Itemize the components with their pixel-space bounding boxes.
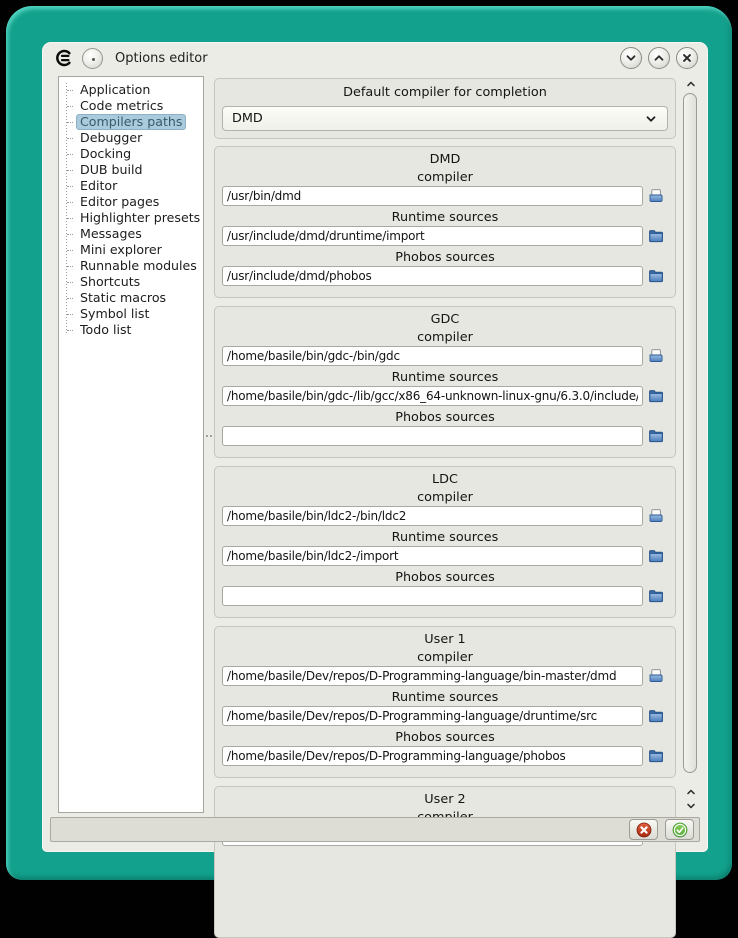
scrollbar-vertical[interactable]	[682, 76, 699, 813]
sidebar-item-docking[interactable]: Docking	[61, 146, 201, 162]
field-label: compiler	[417, 330, 473, 345]
sidebar-item-messages[interactable]: Messages	[61, 226, 201, 242]
options-editor-dialog	[42, 42, 708, 852]
sidebar-item-shortcuts[interactable]: Shortcuts	[61, 274, 201, 290]
ldc-group	[214, 466, 676, 618]
group-title: GDC	[430, 312, 460, 327]
group-title: User 2	[424, 792, 466, 807]
ldc-compiler-browse-button[interactable]	[644, 506, 668, 526]
sidebar-item-mini-explorer[interactable]: Mini explorer	[61, 242, 201, 258]
ldc-compiler-input[interactable]	[222, 506, 643, 526]
folder-icon	[647, 268, 665, 284]
scroll-up-button[interactable]	[682, 77, 699, 91]
field-label: Phobos sources	[395, 730, 495, 745]
dmd-compiler-browse-button[interactable]	[644, 186, 668, 206]
tree-stub	[67, 330, 73, 331]
field-label: Phobos sources	[395, 410, 495, 425]
window-frame	[6, 6, 732, 880]
default-compiler-group	[214, 78, 676, 139]
field-label: Runtime sources	[391, 370, 499, 385]
scroll-up-button-bottom[interactable]	[682, 785, 699, 799]
tree-stub	[67, 154, 73, 155]
folder-icon	[647, 708, 665, 724]
gdc-phobos-input[interactable]	[222, 426, 643, 446]
compilers-paths-panel	[214, 76, 676, 813]
open-file-icon	[647, 668, 665, 684]
field-label: compiler	[417, 490, 473, 505]
tree-stub	[67, 202, 73, 203]
category-tree-panel	[58, 76, 204, 813]
dmd-phobos-browse-button[interactable]	[644, 266, 668, 286]
sidebar-item-compilers-paths[interactable]: Compilers paths	[61, 114, 201, 130]
open-file-icon	[647, 508, 665, 524]
sidebar-item-runnable-modules[interactable]: Runnable modules	[61, 258, 201, 274]
tree-stub	[67, 234, 73, 235]
tree-stub	[67, 106, 73, 107]
user1-group	[214, 626, 676, 778]
group-title: LDC	[432, 472, 458, 487]
cancel-button[interactable]	[629, 819, 658, 840]
user1-compiler-browse-button[interactable]	[644, 666, 668, 686]
category-tree	[59, 77, 203, 338]
window-title: Options editor	[115, 50, 208, 66]
accept-icon	[672, 822, 688, 838]
dmd-compiler-input[interactable]	[222, 186, 643, 206]
tree-stub	[67, 138, 73, 139]
user1-compiler-input[interactable]	[222, 666, 643, 686]
user1-runtime-browse-button[interactable]	[644, 706, 668, 726]
tree-stub	[67, 170, 73, 171]
close-button[interactable]	[676, 47, 698, 69]
close-icon	[680, 51, 694, 65]
tree-stub	[67, 298, 73, 299]
unshade-button[interactable]	[648, 47, 670, 69]
ldc-phobos-browse-button[interactable]	[644, 586, 668, 606]
group-title: Default compiler for completion	[343, 85, 547, 100]
tree-stub	[67, 186, 73, 187]
chevron-down-icon	[685, 800, 697, 812]
gdc-runtime-browse-button[interactable]	[644, 386, 668, 406]
field-label: compiler	[417, 170, 473, 185]
folder-icon	[647, 228, 665, 244]
gdc-compiler-input[interactable]	[222, 346, 643, 366]
dmd-phobos-input[interactable]	[222, 266, 643, 286]
scrollbar-thumb[interactable]	[683, 93, 697, 773]
user1-phobos-browse-button[interactable]	[644, 746, 668, 766]
folder-icon	[647, 428, 665, 444]
tree-stub	[67, 250, 73, 251]
dmd-runtime-input[interactable]	[222, 226, 643, 246]
sidebar-item-dub-build[interactable]: DUB build	[61, 162, 201, 178]
sidebar-item-editor-pages[interactable]: Editor pages	[61, 194, 201, 210]
chevron-up-icon	[652, 51, 666, 65]
sidebar-item-highlighter-presets[interactable]: Highlighter presets	[61, 210, 201, 226]
default-compiler-select[interactable]	[222, 106, 668, 131]
chevron-down-icon	[624, 51, 638, 65]
scroll-down-button[interactable]	[682, 799, 699, 813]
titlebar[interactable]	[42, 42, 708, 74]
tree-stub	[67, 314, 73, 315]
field-label: Phobos sources	[395, 250, 495, 265]
field-label: Runtime sources	[391, 690, 499, 705]
field-label: Runtime sources	[391, 210, 499, 225]
open-file-icon	[647, 348, 665, 364]
sidebar-item-static-macros[interactable]: Static macros	[61, 290, 201, 306]
user1-phobos-input[interactable]	[222, 746, 643, 766]
footer-bar	[50, 817, 700, 842]
splitter-handle[interactable]	[206, 434, 212, 438]
tree-stub	[67, 90, 73, 91]
sidebar-item-todo-list[interactable]: Todo list	[61, 322, 201, 338]
gdc-phobos-browse-button[interactable]	[644, 426, 668, 446]
dmd-group	[214, 146, 676, 298]
menu-dot-icon	[92, 58, 95, 61]
user2-group	[214, 786, 676, 938]
sidebar-item-symbol-list[interactable]: Symbol list	[61, 306, 201, 322]
open-file-icon	[647, 188, 665, 204]
sidebar-item-application[interactable]: Application	[61, 82, 201, 98]
user1-runtime-input[interactable]	[222, 706, 643, 726]
folder-icon	[647, 588, 665, 604]
group-title: User 1	[424, 632, 466, 647]
tree-stub	[67, 282, 73, 283]
field-label: compiler	[417, 650, 473, 665]
ldc-phobos-input[interactable]	[222, 586, 643, 606]
folder-icon	[647, 548, 665, 564]
coedit-logo-icon	[54, 48, 74, 68]
sidebar-item-debugger[interactable]: Debugger	[61, 130, 201, 146]
dmd-runtime-browse-button[interactable]	[644, 226, 668, 246]
tree-stub	[67, 266, 73, 267]
window-menu-button[interactable]	[82, 48, 103, 69]
sidebar-item-code-metrics[interactable]: Code metrics	[61, 98, 201, 114]
chevron-down-icon	[644, 112, 658, 126]
folder-icon	[647, 748, 665, 764]
gdc-runtime-input[interactable]	[222, 386, 643, 406]
ldc-runtime-input[interactable]	[222, 546, 643, 566]
field-label: Runtime sources	[391, 530, 499, 545]
tree-stub	[67, 218, 73, 219]
tree-stub	[67, 122, 73, 123]
gdc-compiler-browse-button[interactable]	[644, 346, 668, 366]
folder-icon	[647, 388, 665, 404]
chevron-up-icon	[685, 786, 697, 798]
sidebar-item-editor[interactable]: Editor	[61, 178, 201, 194]
combo-value: DMD	[232, 111, 263, 126]
cancel-icon	[636, 822, 652, 838]
ldc-runtime-browse-button[interactable]	[644, 546, 668, 566]
gdc-group	[214, 306, 676, 458]
group-title: DMD	[429, 152, 461, 167]
chevron-up-icon	[685, 78, 697, 90]
field-label: Phobos sources	[395, 570, 495, 585]
accept-button[interactable]	[665, 819, 694, 840]
shade-button[interactable]	[620, 47, 642, 69]
